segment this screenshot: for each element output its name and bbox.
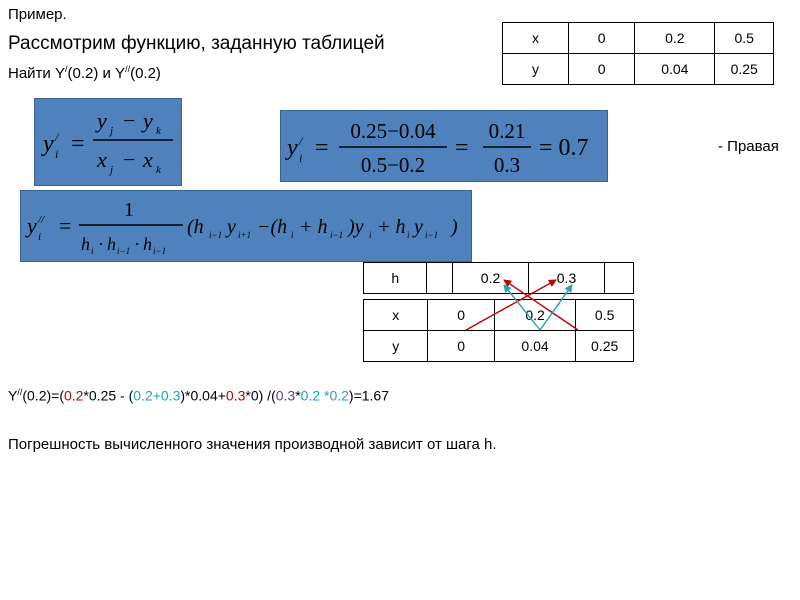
calc-part: (0.2)=( [22,387,64,404]
calc-part-purple: 0.3 [275,387,296,404]
formula-term: + h [299,216,328,238]
formula-symbol: y [97,108,107,133]
calc-part: )=1.67 [348,387,390,404]
arrow-red [504,280,578,330]
right-difference-note: - Правая [718,138,779,155]
formula-subscript: i−1 [425,230,439,240]
table-cell: 0 [428,300,494,331]
formula-symbol: y [43,131,54,157]
formula-symbol: y [143,108,153,133]
table-cell: 0.2 [452,263,528,294]
formula-symbol: y [227,216,236,238]
formula-subscript: k [156,125,161,137]
formula-symbol: h [143,234,152,254]
formula-symbol: h [81,234,90,254]
calc-part-teal: 0.2 *0.2 [300,387,349,404]
error-note: Погрешность вычисленного значения производной зависит от шага h. [8,436,497,453]
fraction-numerator: 1 [124,199,134,221]
formula-symbol: y [414,216,423,238]
calc-part-red: 0.3 [225,387,246,404]
formula-subscript: i [291,230,294,240]
table-cell: 0.04 [494,331,575,362]
table-cell: 0.2 [635,23,715,54]
calc-part: *0) /( [245,387,276,404]
table-cell: 0.5 [715,23,774,54]
formula-symbol: x [97,147,107,172]
table-cell: 0.04 [635,54,715,85]
formula-superscript: / [299,134,303,148]
table-cell: 0.3 [529,263,604,294]
table-cell: 0.25 [576,331,634,362]
calc-part: * [295,387,301,404]
table-cell: x [503,23,569,54]
table-cell: 0 [569,23,635,54]
formula-subscript: i+1 [238,230,252,240]
fraction-denominator: 0.3 [493,153,521,177]
formula-superscript: // [38,214,45,226]
formula-symbol: y [27,213,37,238]
calc-part-teal: 0.2+0.3 [133,387,181,404]
formula-minus: − [123,147,136,172]
table-cell: 0.25 [715,54,774,85]
formula-subscript: i [38,231,42,243]
formula-subscript: i [299,151,303,165]
formula-minus: − [123,108,136,133]
table-cell: 0 [428,331,494,362]
formula-subscript: k [156,164,161,176]
table-cell: 0.2 [494,300,575,331]
arrow-red [466,280,556,330]
formula-symbol: x [143,147,153,172]
formula-superscript: / [55,130,59,144]
table-cell: h [364,263,427,294]
formula-subscript: i [55,147,59,161]
formula-symbol: h [107,234,116,254]
formula-subscript: j [110,125,114,137]
table-cell: 0.5 [576,300,634,331]
fraction-numerator: 0.25−0.04 [350,119,436,143]
formula-subscript: i−1 [209,230,223,240]
calc-part: *0.25 - ( [83,387,134,404]
formula-subscript: i−1 [153,246,167,256]
fraction-numerator: 0.21 [488,119,526,143]
formula-dot: · [134,234,140,254]
table-cell: 0 [569,54,635,85]
example-label: Пример. [8,6,67,23]
calc-part: Y [8,387,18,404]
formula-subscript: j [110,164,114,176]
task-part: (0.2) [130,65,161,82]
calc-part: )*0.04+ [180,387,226,404]
double-prime-mark: // [125,64,131,74]
heading-text: Рассмотрим функцию, заданную таблицей [8,33,385,54]
formula-term: ) [451,216,458,238]
formula-term: −(h [257,216,288,238]
formula-term: )y [348,216,364,238]
task-part: (0.2) и Y [67,65,126,82]
formula-subscript: i−1 [330,230,344,240]
formula-term: + h [377,216,406,238]
table-cell: y [364,331,428,362]
formula-symbol: y [287,135,298,161]
calc-part-red: 0.2 [63,387,84,404]
formula-result: = 0.7 [539,135,589,161]
table-cell: x [364,300,428,331]
formula-subscript: i [369,230,372,240]
formula-equals: = [59,213,72,238]
formula-equals: = [455,135,469,161]
formula-subscript: i [407,230,410,240]
formula-equals: = [315,135,329,161]
formula-term: (h [187,216,204,238]
formula-subscript: i [91,246,94,256]
calculation-line [8,387,389,404]
formula-dot: · [98,234,104,254]
table-cell: y [503,54,569,85]
task-part: Найти Y [8,65,65,82]
fraction-denominator: 0.5−0.2 [360,153,426,177]
prime-mark: / [64,64,68,74]
formula-equals: = [71,131,85,157]
formula-subscript: i−1 [117,246,131,256]
double-prime-mark: // [17,387,23,397]
